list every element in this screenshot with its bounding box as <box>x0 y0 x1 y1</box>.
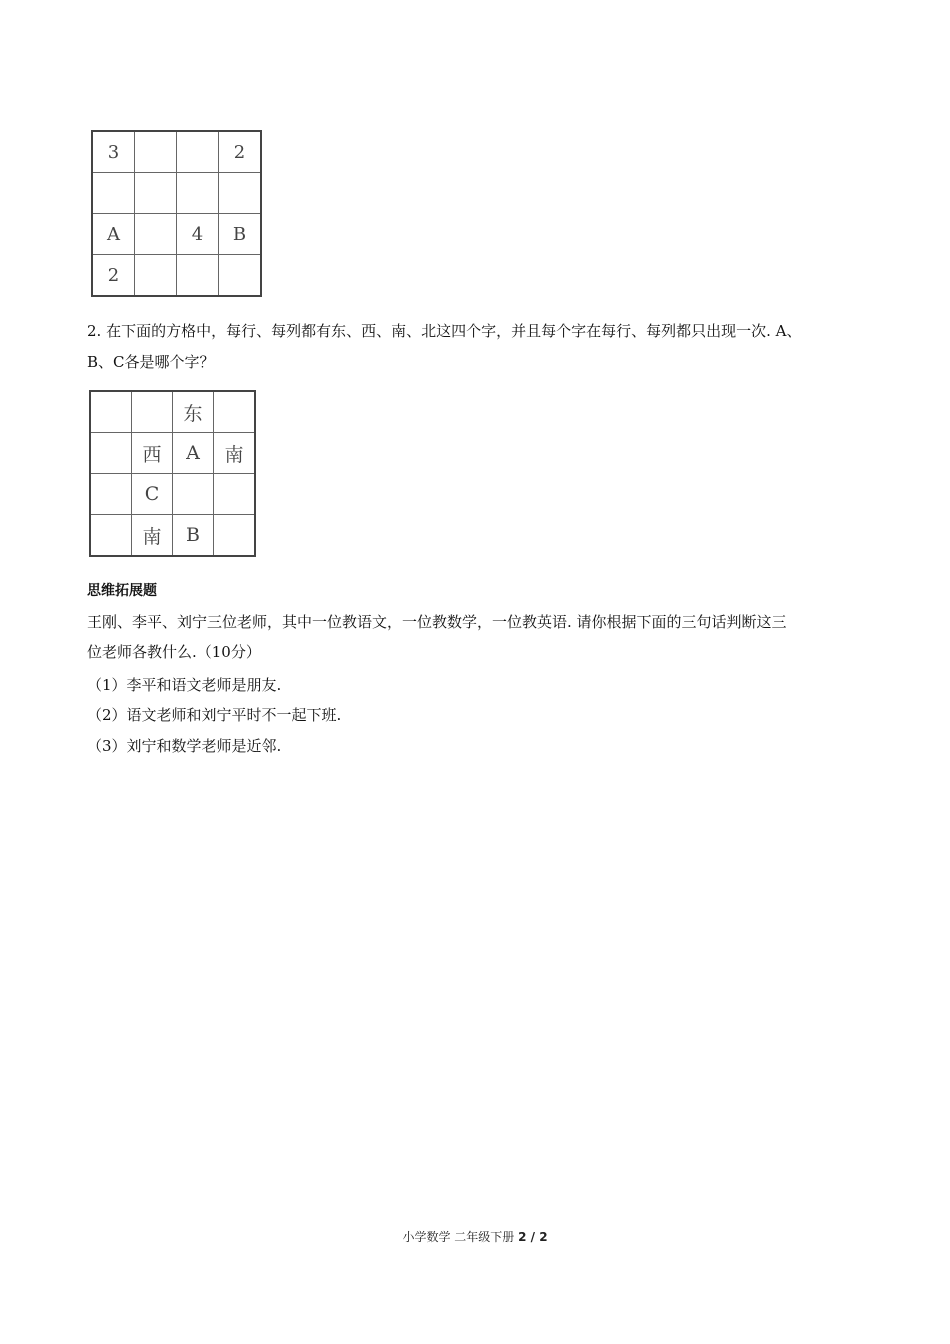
page-number: 2 / 2 <box>518 1230 548 1244</box>
grid-cell <box>173 474 214 515</box>
grid-cell: 东 <box>173 391 214 433</box>
grid-cell: 2 <box>219 131 262 173</box>
grid-cell <box>219 255 262 297</box>
page-footer <box>0 1228 950 1245</box>
question-2-line-1: 2. 在下面的方格中，每行、每列都有东、西、南、北这四个字，并且每个字在每行、每列都只出现一次. A、 <box>87 322 802 340</box>
grid-cell: B <box>219 214 262 255</box>
grid-cell <box>92 173 135 214</box>
grid-row <box>92 214 261 255</box>
grid-cell: A <box>173 433 214 474</box>
grid-cell <box>90 515 132 557</box>
grid-cell <box>135 255 177 297</box>
extension-line-2: 位老师各教什么.（10分） <box>87 643 261 661</box>
grid-cell: 西 <box>132 433 173 474</box>
grid-cell <box>135 214 177 255</box>
grid-row <box>90 515 255 557</box>
grid-cell <box>90 433 132 474</box>
number-grid <box>91 130 262 297</box>
grid-row <box>90 433 255 474</box>
footer-subject: 小学数学 二年级下册 <box>402 1230 515 1244</box>
grid-cell <box>214 515 256 557</box>
grid-cell <box>135 131 177 173</box>
grid-row <box>90 391 255 433</box>
extension-line-1: 王刚、李平、刘宁三位老师，其中一位教语文，一位教数学，一位教英语. 请你根据下面的三句话判断这三 <box>87 613 787 631</box>
grid-cell <box>135 173 177 214</box>
grid-cell: 2 <box>92 255 135 297</box>
clue-2: （2）语文老师和刘宁平时不一起下班. <box>87 706 342 724</box>
grid-cell <box>214 474 256 515</box>
clue-3: （3）刘宁和数学老师是近邻. <box>87 737 282 755</box>
grid-cell <box>132 391 173 433</box>
grid-cell: 南 <box>132 515 173 557</box>
grid-cell: B <box>173 515 214 557</box>
grid-row <box>92 131 261 173</box>
grid-cell <box>214 391 256 433</box>
grid-cell <box>90 474 132 515</box>
grid-cell <box>90 391 132 433</box>
direction-grid <box>89 390 256 557</box>
grid-cell <box>177 173 219 214</box>
grid-cell: 南 <box>214 433 256 474</box>
grid-row <box>92 173 261 214</box>
question-2-line-2: B、C各是哪个字？ <box>87 353 215 371</box>
clue-1: （1）李平和语文老师是朋友. <box>87 676 282 694</box>
grid-cell: 3 <box>92 131 135 173</box>
grid-cell <box>177 131 219 173</box>
grid-cell <box>219 173 262 214</box>
grid-cell: 4 <box>177 214 219 255</box>
grid-cell <box>177 255 219 297</box>
grid-row <box>92 255 261 297</box>
grid-cell: A <box>92 214 135 255</box>
grid-cell: C <box>132 474 173 515</box>
section-heading: 思维拓展题 <box>87 583 157 599</box>
grid-row <box>90 474 255 515</box>
